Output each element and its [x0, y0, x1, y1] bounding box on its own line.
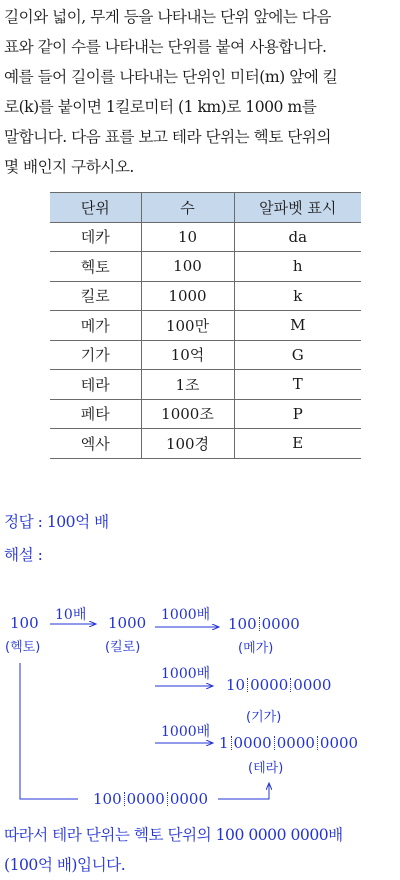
kilo-value: 1000: [108, 614, 147, 632]
ratio-value-a: 100: [93, 790, 122, 808]
arrow1-label: 10배: [55, 607, 87, 623]
table-row: [50, 311, 361, 341]
cell-symbol: G: [234, 340, 361, 370]
cell-unit: 엑사: [50, 429, 141, 459]
cell-number: 1000: [141, 281, 234, 311]
conclusion: [4, 820, 396, 880]
cell-unit: 데카: [50, 222, 141, 252]
answer-label: 정답 :: [4, 513, 43, 531]
table-row: [50, 340, 361, 370]
table-row: [50, 370, 361, 400]
cell-number: 100만: [141, 311, 234, 341]
cell-symbol: E: [234, 429, 361, 459]
header-unit: 단위: [50, 193, 141, 223]
cell-symbol: k: [234, 281, 361, 311]
bracket-line-right: [218, 783, 269, 799]
table-row: [50, 222, 361, 252]
conclusion-line: (100억 배)입니다.: [4, 856, 126, 874]
mega-value: [228, 615, 300, 633]
giga-value-a: 10: [226, 676, 246, 694]
ratio-value-c: 0000: [169, 790, 209, 808]
giga-label: (기가): [246, 710, 282, 725]
table-header-row: [50, 193, 361, 223]
table-row: [50, 281, 361, 311]
cell-symbol: T: [234, 370, 361, 400]
digit-separator: [274, 736, 275, 750]
digit-separator: [231, 736, 232, 750]
ratio-value: [93, 790, 208, 808]
conclusion-line: 따라서 테라 단위는 헥토 단위의 100 0000 0000배: [4, 826, 343, 844]
tera-value-b: 0000: [233, 734, 272, 752]
cell-number: 100경: [141, 429, 234, 459]
problem-line: 로(k)를 붙이면 1킬로미터 (1 km)로 1000 m를: [4, 98, 317, 116]
cell-unit: 메가: [50, 311, 141, 341]
digit-separator: [259, 617, 260, 631]
arrow4-label: 1000배: [161, 724, 211, 740]
tera-value-a: 1: [219, 734, 229, 752]
problem-line: 길이와 넓이, 무게 등을 나타내는 단위 앞에는 다음: [4, 8, 331, 26]
answer-value: 100억 배: [46, 513, 109, 531]
cell-unit: 테라: [50, 370, 141, 400]
header-number: 수: [141, 193, 234, 223]
problem-line: 몇 배인지 구하시오.: [4, 158, 134, 176]
answer: [4, 510, 109, 532]
tera-value: [219, 734, 358, 752]
cell-unit: 기가: [50, 340, 141, 370]
tera-value-c: 0000: [276, 734, 315, 752]
cell-symbol: da: [234, 222, 361, 252]
cell-unit: 헥토: [50, 252, 141, 282]
mega-value-a: 100: [228, 615, 257, 633]
cell-unit: 페타: [50, 399, 141, 429]
unit-table: [50, 192, 361, 459]
cell-symbol: M: [234, 311, 361, 341]
cell-number: 1조: [141, 370, 234, 400]
problem-line: 표와 같이 수를 나타내는 단위를 붙여 사용합니다.: [4, 38, 327, 56]
hecto-label: (헥토): [5, 640, 41, 655]
hecto-value: 100: [10, 614, 39, 632]
table-row: [50, 429, 361, 459]
bracket-line-left: [20, 663, 78, 799]
mega-value-b: 0000: [261, 615, 300, 633]
giga-value-b: 0000: [250, 676, 289, 694]
cell-number: 10: [141, 222, 234, 252]
cell-number: 1000조: [141, 399, 234, 429]
arrow3-label: 1000배: [161, 666, 211, 682]
digit-separator: [317, 736, 318, 750]
header-symbol: 알파벳 표시: [234, 193, 361, 223]
digit-separator: [290, 678, 291, 692]
problem-line: 예를 들어 길이를 나타내는 단위인 미터(m) 앞에 킬: [4, 68, 338, 86]
tera-label: (테라): [248, 761, 284, 776]
cell-number: 100: [141, 252, 234, 282]
digit-separator: [124, 792, 125, 806]
problem-text: [4, 2, 396, 182]
problem-line: 말합니다. 다음 표를 보고 테라 단위는 헥토 단위의: [4, 128, 331, 146]
cell-symbol: P: [234, 399, 361, 429]
cell-unit: 킬로: [50, 281, 141, 311]
cell-symbol: h: [234, 252, 361, 282]
arrow2-label: 1000배: [161, 607, 211, 623]
giga-value-c: 0000: [293, 676, 332, 694]
kilo-label: (킬로): [105, 640, 141, 655]
table-row: [50, 399, 361, 429]
table-row: [50, 252, 361, 282]
explanation-label: 해설 :: [4, 546, 43, 564]
tera-value-d: 0000: [319, 734, 359, 752]
ratio-value-b: 0000: [126, 790, 165, 808]
cell-number: 10억: [141, 340, 234, 370]
digit-separator: [167, 792, 168, 806]
mega-label: (메가): [238, 641, 274, 656]
giga-value: [226, 676, 331, 694]
digit-separator: [247, 678, 248, 692]
